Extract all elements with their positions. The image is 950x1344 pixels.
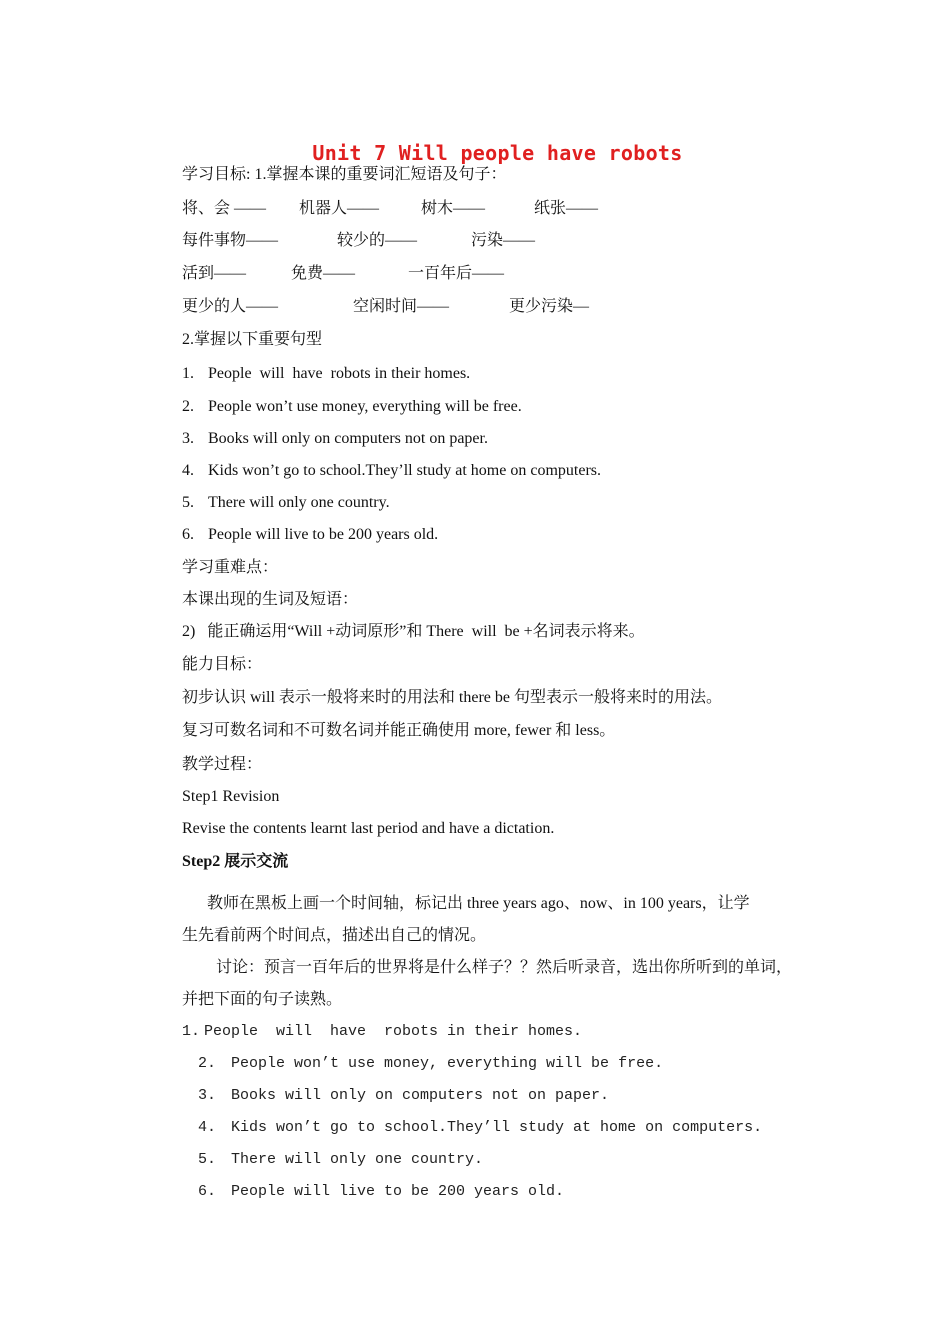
vocab-item: 更少污染— xyxy=(509,298,590,315)
paragraph-line: 讨论：预言一百年后的世界将是什么样子？？然后听录音，选出你所听到的单词， xyxy=(216,959,793,976)
sentence-number: 6. xyxy=(182,526,194,543)
vocab-item: 纸张—— xyxy=(534,200,599,217)
ability-text: 初步认识 will 表示一般将来时的用法和 there be 句型表示一般将来时的用法。 xyxy=(182,689,722,706)
key-point-text: 本课出现的生词及短语： xyxy=(182,591,359,608)
sentence-text: There will only one country. xyxy=(208,494,390,511)
practice-sentence xyxy=(198,1150,483,1170)
sentence-text: People won’t use money, everything will be free. xyxy=(231,1055,664,1072)
sentence-text: Books will only on computers not on paper. xyxy=(208,430,488,447)
sentence-number: 5. xyxy=(182,494,194,511)
sentence-text: Kids won’t go to school.They’ll study at home on computers. xyxy=(208,462,601,479)
sentence-number: 4. xyxy=(182,462,194,479)
sentence-number: 3. xyxy=(198,1087,217,1104)
sentences-heading: 2.掌握以下重要句型 xyxy=(182,331,323,348)
vocab-item: 一百年后—— xyxy=(408,265,505,282)
sentence-item xyxy=(182,397,522,417)
vocab-item: 机器人—— xyxy=(299,200,380,217)
vocab-item: 将、会 —— xyxy=(182,200,267,217)
sentence-text: Kids won’t go to school.They’ll study at home on computers. xyxy=(231,1119,763,1136)
process-heading: 教学过程： xyxy=(182,756,263,773)
sentence-number: 5. xyxy=(198,1151,217,1168)
vocab-item: 每件事物—— xyxy=(182,232,279,249)
sentence-number: 1. xyxy=(182,1023,201,1040)
vocab-item: 空闲时间—— xyxy=(353,298,450,315)
sentence-item xyxy=(182,364,470,384)
vocab-row xyxy=(182,231,782,251)
paragraph-line: 并把下面的句子读熟。 xyxy=(182,991,343,1008)
sentence-item xyxy=(182,493,390,513)
key-points-heading: 学习重难点： xyxy=(182,559,279,576)
vocab-item: 免费—— xyxy=(291,265,356,282)
sentence-number: 4. xyxy=(198,1119,217,1136)
practice-sentence xyxy=(198,1118,762,1138)
vocab-row xyxy=(182,199,782,219)
ability-text: 复习可数名词和不可数名词并能正确使用 more, fewer 和 less。 xyxy=(182,722,616,739)
objectives-heading: 学习目标: 1.掌握本课的重要词汇短语及句子： xyxy=(182,166,507,183)
sentence-text: People will live to be 200 years old. xyxy=(231,1183,565,1200)
vocab-row xyxy=(182,264,782,284)
vocab-item: 污染—— xyxy=(471,232,536,249)
practice-sentence xyxy=(198,1086,609,1106)
sentence-item xyxy=(182,525,438,545)
step1-title: Step1 Revision xyxy=(182,788,280,805)
sentence-text: People will live to be 200 years old. xyxy=(208,526,439,543)
vocab-row xyxy=(182,297,782,317)
key-point-text: 2) 能正确运用“Will +动词原形”和 There will be +名词表示将来。 xyxy=(182,623,645,640)
sentence-text: Books will only on computers not on paper. xyxy=(231,1087,610,1104)
practice-sentence xyxy=(182,1022,582,1042)
vocab-item: 树木—— xyxy=(421,200,486,217)
sentence-text: There will only one country. xyxy=(231,1151,484,1168)
sentence-text: People won’t use money, everything will be free. xyxy=(208,398,522,415)
step2-title: Step2 展示交流 xyxy=(182,853,289,870)
paragraph-line: 生先看前两个时间点，描述出自己的情况。 xyxy=(182,927,487,944)
sentence-number: 1. xyxy=(182,365,194,382)
sentence-number: 3. xyxy=(182,430,194,447)
vocab-item: 活到—— xyxy=(182,265,247,282)
sentence-number: 2. xyxy=(182,398,194,415)
vocab-item: 较少的—— xyxy=(337,232,418,249)
sentence-number: 2. xyxy=(198,1055,217,1072)
ability-heading: 能力目标： xyxy=(182,656,263,673)
sentence-item xyxy=(182,461,601,481)
document-title: Unit 7 Will people have robots xyxy=(312,141,683,165)
step1-text: Revise the contents learnt last period and have a dictation. xyxy=(182,820,555,837)
practice-sentence xyxy=(198,1182,564,1202)
paragraph-line: 教师在黑板上画一个时间轴，标记出 three years ago、now、in 100 years，让学 xyxy=(207,895,750,912)
sentence-number: 6. xyxy=(198,1183,217,1200)
practice-sentence xyxy=(198,1054,663,1074)
vocab-item: 更少的人—— xyxy=(182,298,279,315)
sentence-text: People will have robots in their homes. xyxy=(208,365,471,382)
sentence-text: People will have robots in their homes. xyxy=(204,1023,583,1040)
sentence-item xyxy=(182,429,488,449)
